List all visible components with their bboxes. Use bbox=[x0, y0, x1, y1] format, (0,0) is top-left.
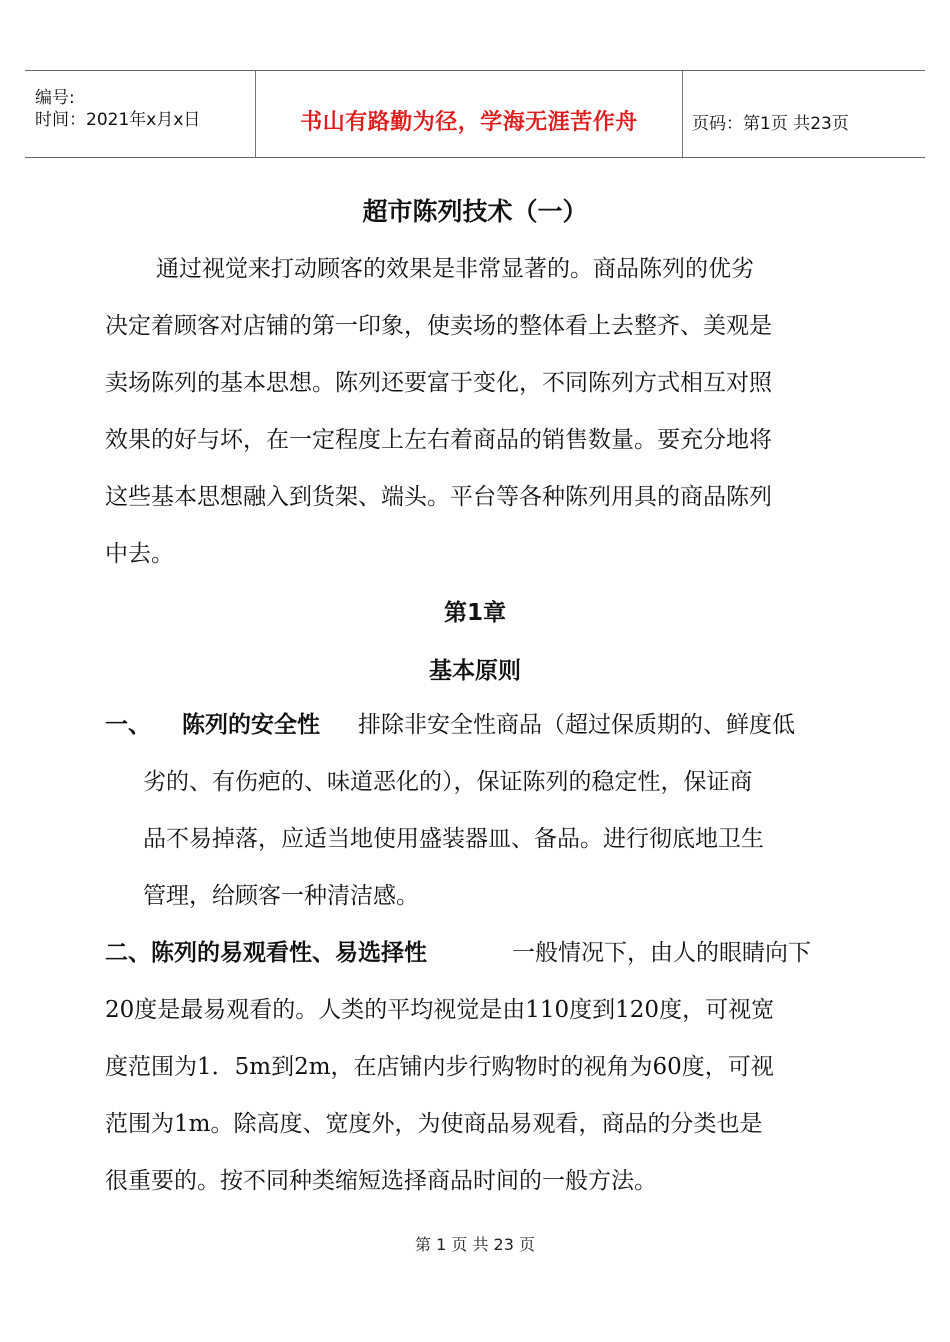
section2-line: 度范围为1．5m到2m，在店铺内步行购物时的视角为60度，可视 bbox=[105, 1054, 774, 1080]
header-middle-cell bbox=[255, 71, 683, 157]
header-page-info: 页码：第1页 共23页 bbox=[692, 114, 849, 134]
section1-line: 劣的、有伤疤的、味道恶化的），保证陈列的稳定性，保证商 bbox=[143, 769, 753, 795]
intro-line: 中去。 bbox=[105, 541, 174, 567]
header-motto: 书山有路勤为径，学海无涯苦作舟 bbox=[300, 110, 638, 135]
document-title: 超市陈列技术（一） bbox=[362, 197, 588, 226]
section1-heading bbox=[182, 706, 320, 739]
section1-line: 管理，给顾客一种清洁感。 bbox=[143, 883, 419, 909]
section2-line: 范围为1m。除高度、宽度外，为使商品易观看，商品的分类也是 bbox=[105, 1111, 763, 1137]
section1-heading-text: 陈列的安全性 bbox=[182, 712, 320, 738]
page-footer: 第 1 页 共 23 页 bbox=[415, 1235, 535, 1254]
intro-line: 这些基本思想融入到货架、端头。平台等各种陈列用具的商品陈列 bbox=[105, 484, 772, 510]
intro-line: 通过视觉来打动顾客的效果是非常显著的。商品陈列的优劣 bbox=[156, 256, 754, 282]
intro-paragraph bbox=[105, 241, 772, 583]
chapter-number: 第1章 bbox=[443, 600, 506, 626]
section1-number-text: 一、 bbox=[105, 712, 151, 738]
section2-line: 很重要的。按不同种类缩短选择商品时间的一般方法。 bbox=[105, 1168, 657, 1194]
section2-line: 一般情况下，由人的眼睛向下 bbox=[512, 940, 811, 966]
document-number-label: 编号: bbox=[35, 88, 75, 108]
chapter-title: 基本原则 bbox=[429, 658, 521, 684]
document-date: 时间：2021年x月x日 bbox=[35, 110, 201, 130]
intro-line: 决定着顾客对店铺的第一印象，使卖场的整体看上去整齐、美观是 bbox=[105, 313, 772, 339]
section2-line: 20度是最易观看的。人类的平均视觉是由110度到120度，可视宽 bbox=[105, 997, 775, 1023]
header-right-cell bbox=[682, 71, 925, 157]
section2-heading bbox=[105, 934, 427, 967]
intro-line: 卖场陈列的基本思想。陈列还要富于变化，不同陈列方式相互对照 bbox=[105, 370, 772, 396]
header-table bbox=[25, 70, 925, 158]
section1-line: 品不易掉落，应适当地使用盛装器皿、备品。进行彻底地卫生 bbox=[143, 826, 764, 852]
section2-heading-text: 二、陈列的易观看性、易选择性 bbox=[105, 940, 427, 966]
intro-line: 效果的好与坏，在一定程度上左右着商品的销售数量。要充分地将 bbox=[105, 427, 772, 453]
section1-number bbox=[105, 706, 151, 739]
section1-line: 排除非安全性商品（超过保质期的、鲜度低 bbox=[358, 712, 795, 738]
header-left-cell bbox=[25, 71, 255, 157]
